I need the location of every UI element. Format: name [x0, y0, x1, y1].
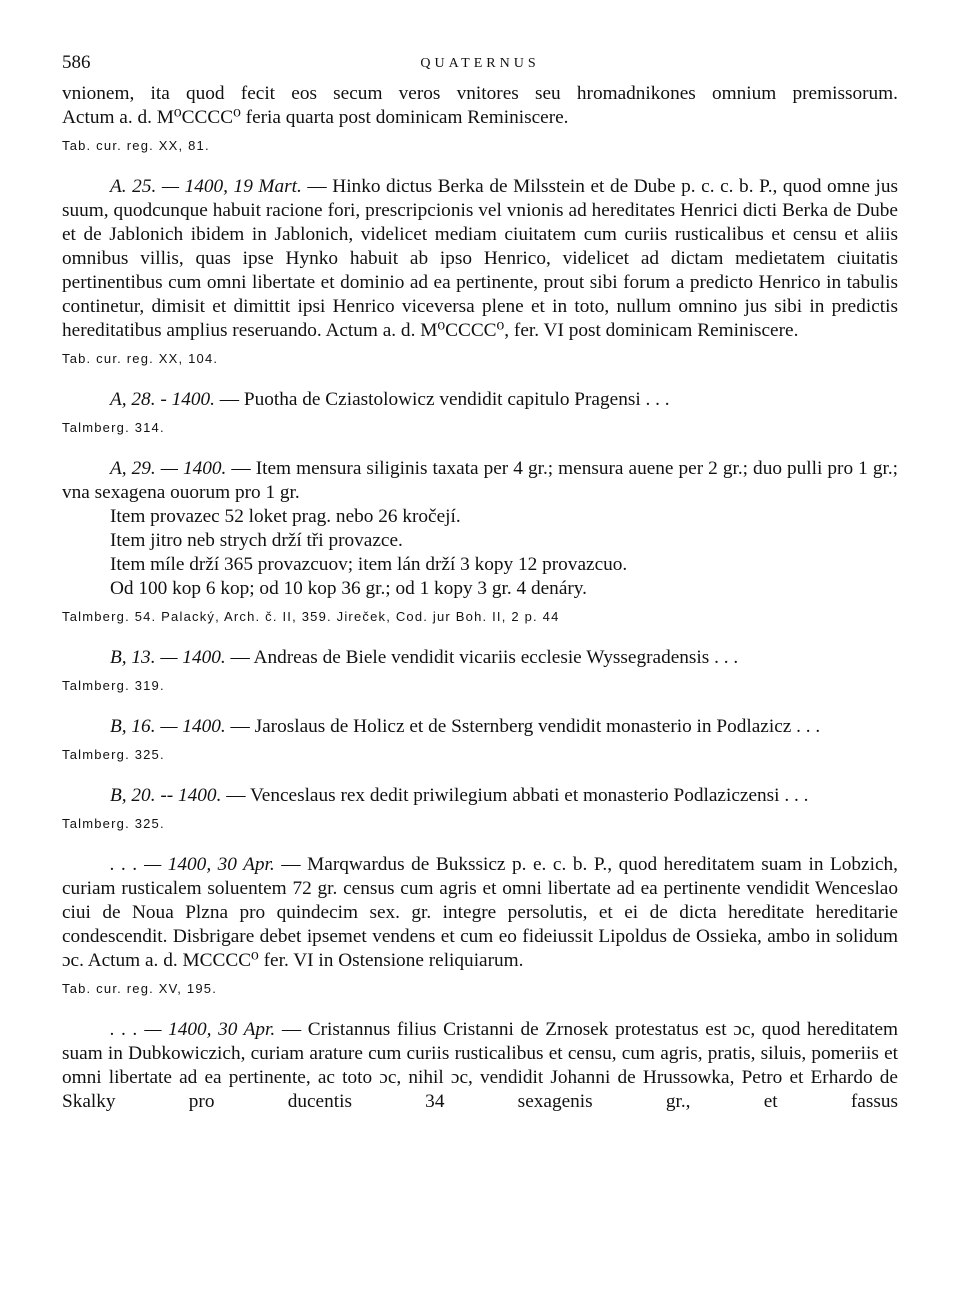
entry-b20: [62, 784, 898, 832]
running-head: QUATERNUS: [420, 56, 540, 71]
entry-text: [62, 646, 898, 670]
source-citation: Talmberg. 314.: [62, 420, 165, 435]
entry-text: [62, 457, 898, 505]
text-line: Item jitro neb strych drží tři provazce.: [110, 530, 403, 551]
source-citation: Talmberg. 319.: [62, 678, 165, 693]
entry-apr30-marqwardus: [62, 853, 898, 997]
entry-a29: [62, 457, 898, 625]
source-citation: Talmberg. 325.: [62, 747, 165, 762]
entry-text: [62, 175, 898, 343]
text-line: Item provazec 52 loket prag. nebo 26 kročejí.: [110, 506, 461, 527]
entry-a28: [62, 388, 898, 436]
entry-body: — Item mensura siliginis taxata per 4 gr.; mensura auene per 2 gr.; duo pulli pro 1 gr.; vna sexagena ouorum pro 1 gr.: [62, 458, 898, 503]
entry-date: B, 13. — 1400.: [110, 647, 226, 668]
entry-body: — Marqwardus de Bukssicz p. e. c. b. P., quod hereditatem suam in Lobzich, curiam rusticalem soluentem 72 gr. census cum agris et omni libertate ad ea pertinente vendidit Wenceslao ciui de Noua Plzna pro quindecim sex. gr. integre persolutis, et ei de dicta hereditate hereditarie condescendit. Disbrigare debet ipsemet vendens et cum eo fideiussit Lipoldus de Ossieka, ambo in solidum ɔc. Actum a. d. MCCCC⁰ fer. VI in Ostensione reliquiarum.: [62, 854, 898, 971]
text-line: vnionem, ita quod fecit eos secum veros vnitores seu hromadnikones omnium premissorum.: [62, 83, 898, 104]
entry-body: — Venceslaus rex dedit priwilegium abbati et monasterio Podlaziczensi . . .: [226, 785, 809, 806]
entry-date: A. 25. — 1400, 19 Mart.: [110, 176, 302, 197]
entry-date: B, 16. — 1400.: [110, 716, 226, 737]
entry-text: [62, 388, 898, 412]
entry-text: [62, 853, 898, 973]
source-citation: Tab. cur. reg. XX, 81.: [62, 138, 210, 153]
entry-b16: [62, 715, 898, 763]
entry-body: — Cristannus filius Cristanni de Zrnosek protestatus est ɔc, quod hereditatem suam in Dubkowiczich, curiam arature cum curiis rusticalibus et censu, cum agris, pratis, siluis, pomeriis et omni libertate ad ea pertinente, ac toto ɔc, nihil ɔc, vendidit Johanni de Hrussowka, Petro et Erhardo de Skalky pro ducentis 34 sexagenis gr., et fassus: [62, 1019, 898, 1112]
entry-date: A, 29. — 1400.: [110, 458, 227, 479]
entry-body: — Jaroslaus de Holicz et de Ssternberg vendidit monasterio in Podlazicz . . .: [230, 716, 821, 737]
text-line: Actum a. d. M⁰CCCC⁰ feria quarta post dominicam Reminiscere.: [62, 107, 569, 128]
source-citation: Tab. cur. reg. XV, 195.: [62, 981, 218, 996]
entry-a25: [62, 175, 898, 367]
source-citation: Talmberg. 325.: [62, 816, 165, 831]
entry-date: B, 20. -- 1400.: [110, 785, 222, 806]
entry-text: [62, 784, 898, 808]
entry-text: [62, 715, 898, 739]
entry-body: — Hinko dictus Berka de Milsstein et de Dube p. c. c. b. P., quod omne jus suum, quodcunque habuit racione fori, prescripcionis vel vnionis ad hereditates Henrici dicti Berka de Dube et de Jablonich ibidem in Jablonich, videlicet mediam ciuitatem cum curiis rusticalibus et censu et aliis omnibus villis, quas ipse Hynko habuit ab ipso Henrico, videlicet ad dictam medietatem ciuitatis pertinentibus cum omni libertate et dominio ad ea pertinente, prout sibi forum a predicto Henrico in tabulis continetur, dimisit et dimittit ipsi Henrico viceversa plene et in toto, nullum omnino jus sibi in predictis hereditatibus amplius reseruando. Actum a. d. M⁰CCCC⁰, fer. VI post dominicam Reminiscere.: [62, 176, 898, 341]
entry-apr30-cristannus: [62, 1018, 898, 1114]
entry-date: . . . — 1400, 30 Apr.: [110, 854, 275, 875]
entry-date: . . . — 1400, 30 Apr.: [110, 1019, 276, 1040]
entry-body: — Andreas de Biele vendidit vicariis ecclesie Wyssegradensis . . .: [230, 647, 739, 668]
source-citation: Tab. cur. reg. XX, 104.: [62, 351, 219, 366]
text-line: Item míle drží 365 provazcuov; item lán drží 3 kopy 12 provazcuo.: [110, 554, 628, 575]
entry-continuation: [62, 82, 898, 154]
entry-body: — Puotha de Cziastolowicz vendidit capitulo Pragensi . . .: [219, 389, 670, 410]
source-citation: Talmberg. 54. Palacký, Arch. č. II, 359. Jireček, Cod. jur Boh. II, 2 p. 44: [62, 609, 560, 624]
entry-b13: [62, 646, 898, 694]
text-line: Od 100 kop 6 kop; od 10 kop 36 gr.; od 1 kopy 3 gr. 4 denáry.: [110, 578, 588, 599]
page-number: 586: [62, 52, 91, 73]
page-header: [62, 52, 898, 82]
entry-text: [62, 1018, 898, 1114]
entry-date: A, 28. - 1400.: [110, 389, 215, 410]
document-page: [62, 52, 898, 1135]
